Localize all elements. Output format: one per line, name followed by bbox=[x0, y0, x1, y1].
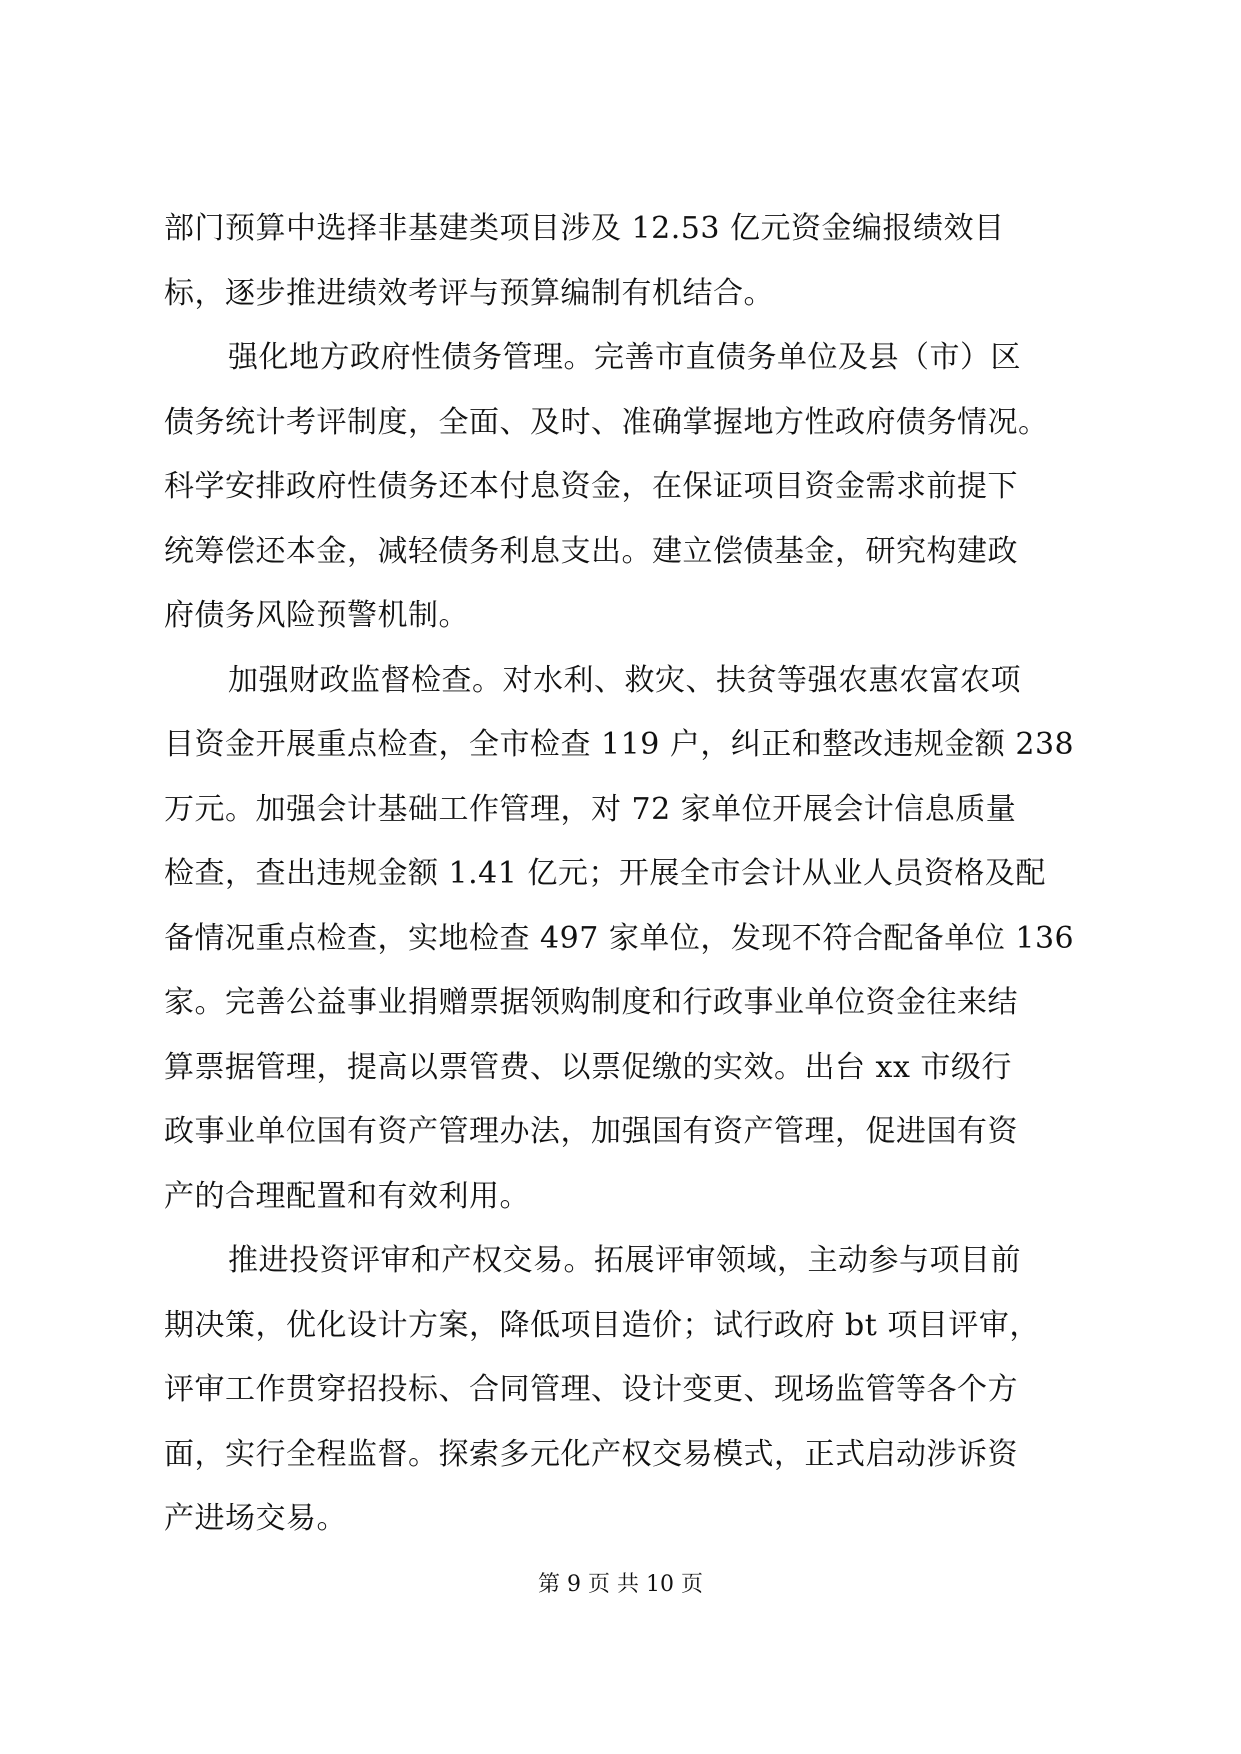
text-line: 算票据管理，提高以票管费、以票促缴的实效。出台 xx 市级行 bbox=[164, 1049, 1012, 1085]
page-footer: 第 9 页 共 10 页 bbox=[538, 1572, 703, 1597]
text-line: 府债务风险预警机制。 bbox=[164, 598, 469, 633]
text-line: 部门预算中选择非基建类项目涉及 12.53 亿元资金编报绩效目 bbox=[164, 211, 1005, 246]
text-line: 目资金开展重点检查，全市检查 119 户，纠正和整改违规金额 238 bbox=[164, 727, 1075, 762]
text-line: 评审工作贯穿招投标、合同管理、设计变更、现场监管等各个方 bbox=[164, 1372, 1018, 1407]
text-line: 期决策，优化设计方案，降低项目造价；试行政府 bt 项目评审， bbox=[164, 1307, 1040, 1343]
text-line: 产进场交易。 bbox=[164, 1501, 347, 1536]
text-line: 备情况重点检查，实地检查 497 家单位，发现不符合配备单位 136 bbox=[164, 920, 1075, 956]
paragraph-heading-line: 推进投资评审和产权交易。拓展评审领域，主动参与项目前 bbox=[228, 1243, 1021, 1278]
text-line: 产的合理配置和有效利用。 bbox=[164, 1178, 530, 1214]
text-line: 检查，查出违规金额 1.41 亿元；开展全市会计从业人员资格及配 bbox=[164, 856, 1046, 891]
text-line: 科学安排政府性债务还本付息资金，在保证项目资金需求前提下 bbox=[164, 469, 1018, 504]
text-line: 面，实行全程监督。探索多元化产权交易模式，正式启动涉诉资 bbox=[164, 1436, 1018, 1472]
text-line: 标，逐步推进绩效考评与预算编制有机结合。 bbox=[164, 275, 774, 311]
text-line: 万元。加强会计基础工作管理，对 72 家单位开展会计信息质量 bbox=[164, 791, 1017, 827]
text-line: 家。完善公益事业捐赠票据领购制度和行政事业单位资金往来结 bbox=[164, 985, 1018, 1020]
text-line: 政事业单位国有资产管理办法，加强国有资产管理，促进国有资 bbox=[164, 1114, 1018, 1149]
text-line: 统筹偿还本金，减轻债务利息支出。建立偿债基金，研究构建政 bbox=[164, 533, 1018, 569]
text-line: 债务统计考评制度，全面、及时、准确掌握地方性政府债务情况。 bbox=[164, 404, 1049, 440]
paragraph-heading-line: 加强财政监督检查。对水利、救灾、扶贫等强农惠农富农项 bbox=[228, 662, 1021, 698]
document-body bbox=[164, 197, 1079, 1552]
paragraph-heading-line: 强化地方政府性债务管理。完善市直债务单位及县（市）区 bbox=[228, 340, 1021, 375]
